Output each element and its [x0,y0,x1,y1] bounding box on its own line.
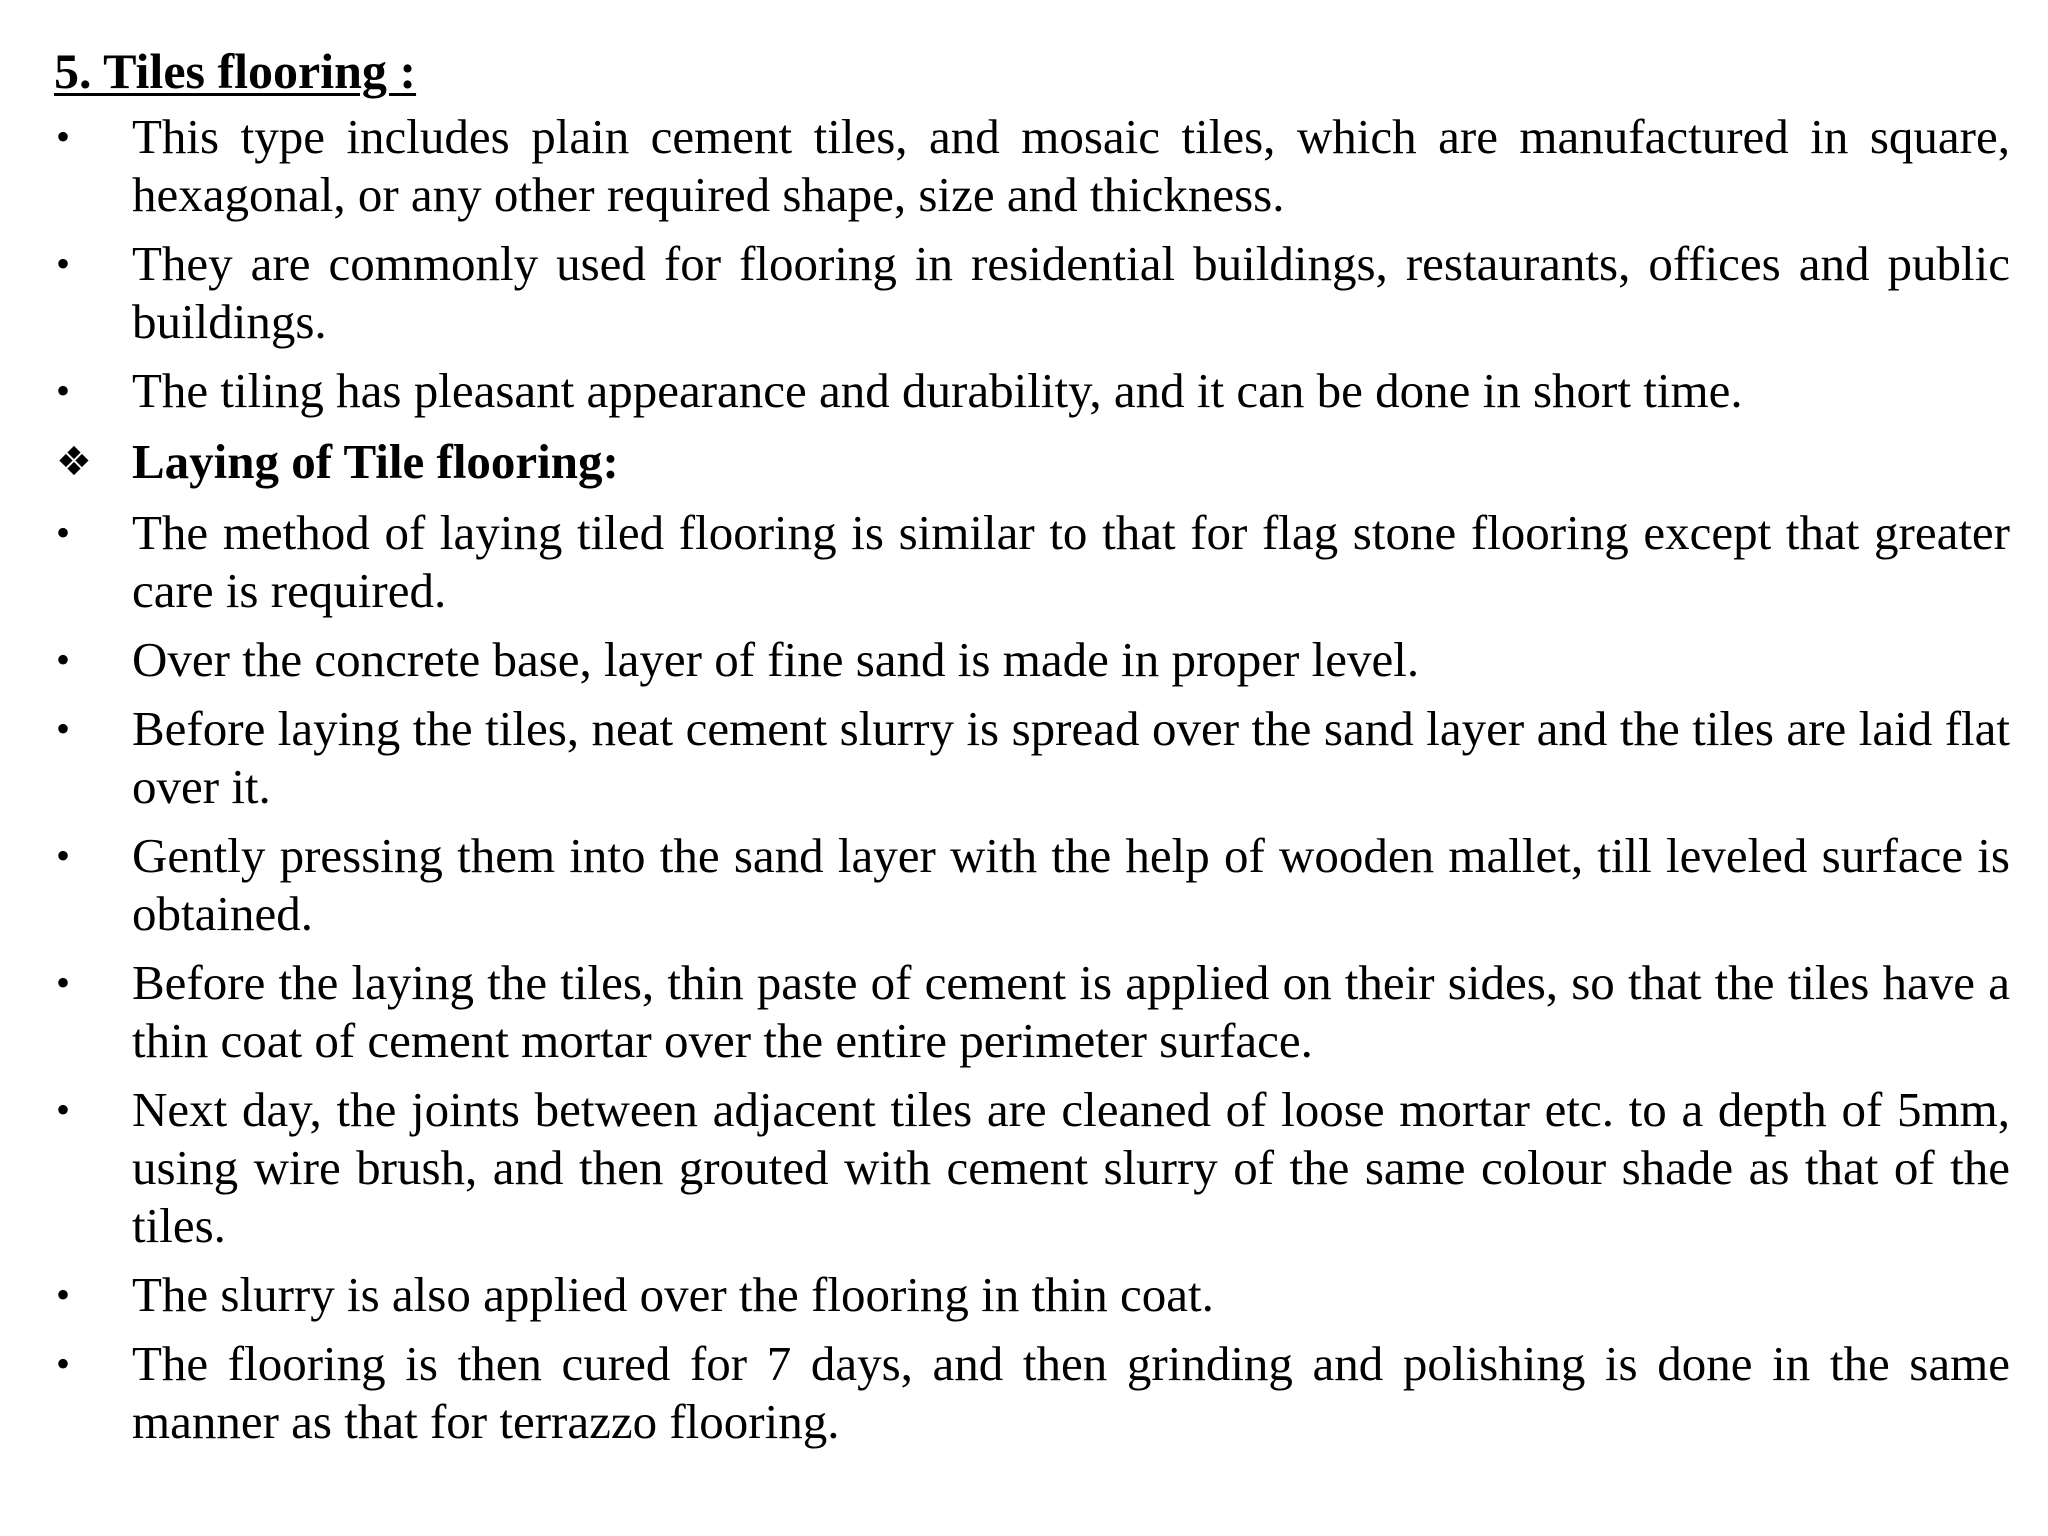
list-item [54,504,2014,620]
list-item-text: Before laying the tiles, neat cement slurry is spread over the sand layer and the tiles are laid flat over it. [132,701,2010,814]
list-item-text: The flooring is then cured for 7 days, and then grinding and polishing is done in the same manner as that for terrazzo flooring. [132,1336,2010,1449]
bullet-icon: • [56,1087,71,1132]
bullet-icon: • [56,1272,71,1317]
bullet-icon: • [56,368,71,413]
list-item-text: Before the laying the tiles, thin paste of cement is applied on their sides, so that the tiles have a thin coat of cement mortar over the entire perimeter surface. [132,955,2010,1068]
list-item [54,1335,2014,1451]
diamond-bullet-icon: ❖ [56,439,92,485]
list-item [54,1266,2014,1324]
list-item [54,235,2014,351]
list-item-text: Next day, the joints between adjacent tiles are cleaned of loose mortar etc. to a depth of 5mm, using wire brush, and then grouted with cement slurry of the same colour shade as that of the tiles. [132,1082,2010,1253]
bullet-list [54,108,2014,1451]
list-item [54,954,2014,1070]
list-item-text: Over the concrete base, layer of fine sand is made in proper level. [132,632,1420,687]
bullet-icon: • [56,833,71,878]
bullet-icon: • [56,637,71,682]
list-item [54,362,2014,420]
subheading-text: Laying of Tile flooring: [132,434,619,489]
bullet-icon: • [56,241,71,286]
document-page [54,40,2014,1462]
bullet-icon: • [56,1341,71,1386]
list-item-text: The slurry is also applied over the flooring in thin coat. [132,1267,1214,1322]
subheading-item [54,431,2014,493]
bullet-icon: • [56,706,71,751]
list-item [54,700,2014,816]
bullet-icon: • [56,510,71,555]
list-item [54,1081,2014,1255]
list-item-text: They are commonly used for flooring in residential buildings, restaurants, offices and public buildings. [132,236,2010,349]
list-item-text: Gently pressing them into the sand layer with the help of wooden mallet, till leveled surface is obtained. [132,828,2010,941]
list-item [54,631,2014,689]
bullet-icon: • [56,114,71,159]
list-item-text: The tiling has pleasant appearance and durability, and it can be done in short time. [132,363,1743,418]
list-item-text: This type includes plain cement tiles, and mosaic tiles, which are manufactured in square, hexagonal, or any other required shape, size and thickness. [132,109,2010,222]
list-item-text: The method of laying tiled flooring is similar to that for flag stone flooring except that greater care is required. [132,505,2010,618]
bullet-icon: • [56,960,71,1005]
section-heading: 5. Tiles flooring : [54,43,417,99]
list-item [54,827,2014,943]
list-item [54,108,2014,224]
